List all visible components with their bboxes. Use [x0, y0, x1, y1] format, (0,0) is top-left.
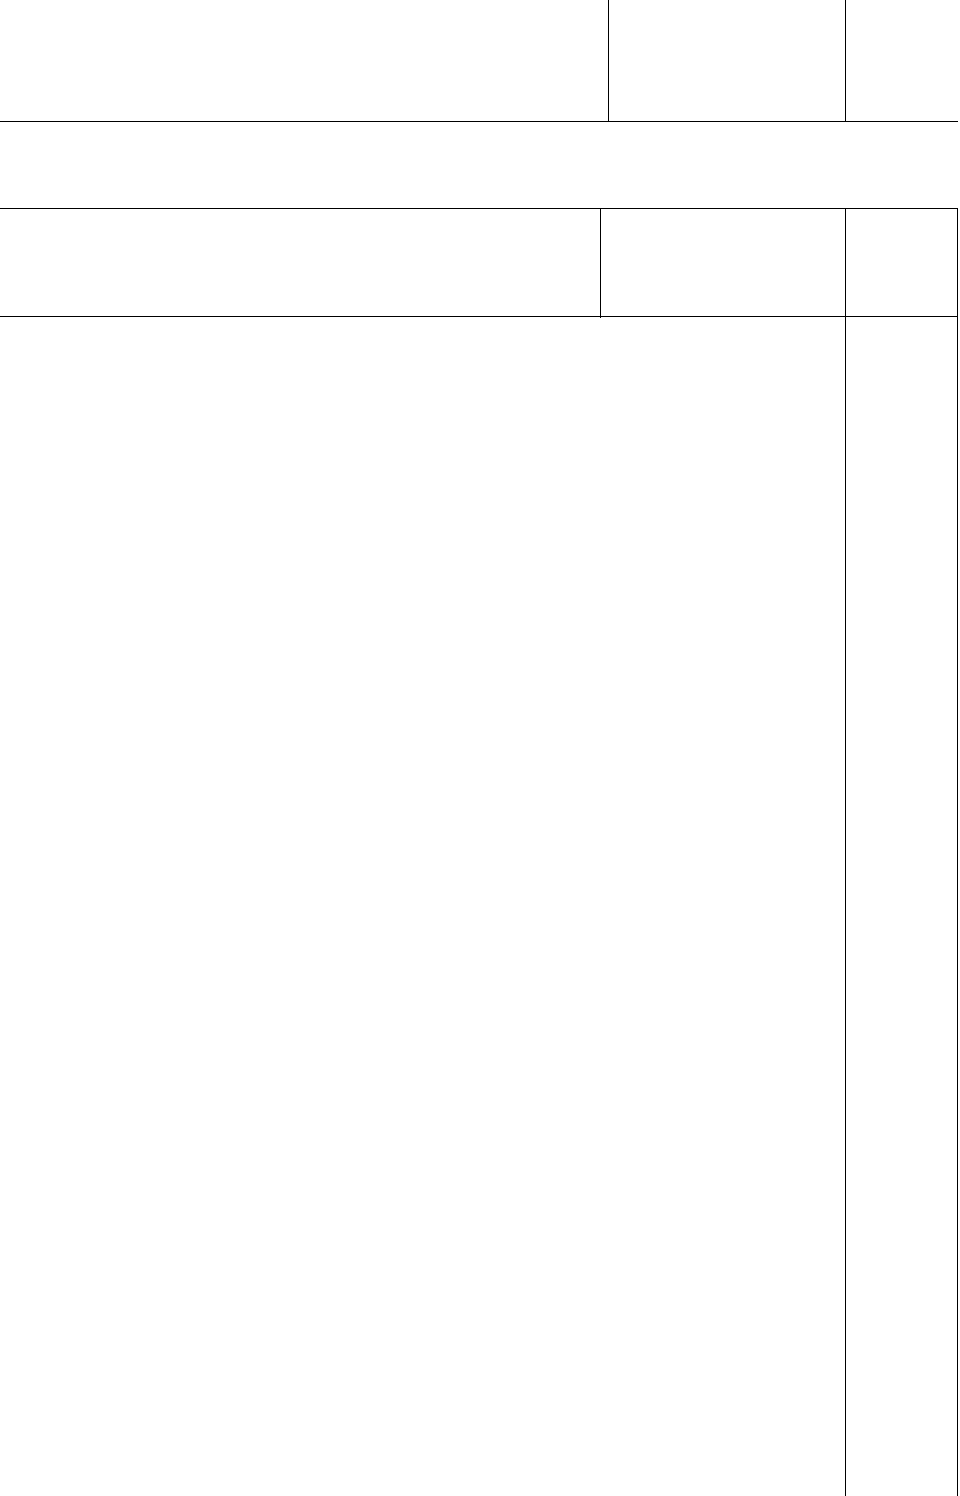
column-divider-extra [845, 208, 846, 1496]
header-bottom-border [0, 316, 958, 317]
top-table-bottom-border [0, 121, 958, 122]
top-table-divider [608, 0, 609, 122]
column-divider-classification [600, 208, 601, 318]
top-table-right-divider [845, 0, 846, 122]
table-right-border [957, 208, 958, 1496]
header-top-border [0, 208, 958, 209]
